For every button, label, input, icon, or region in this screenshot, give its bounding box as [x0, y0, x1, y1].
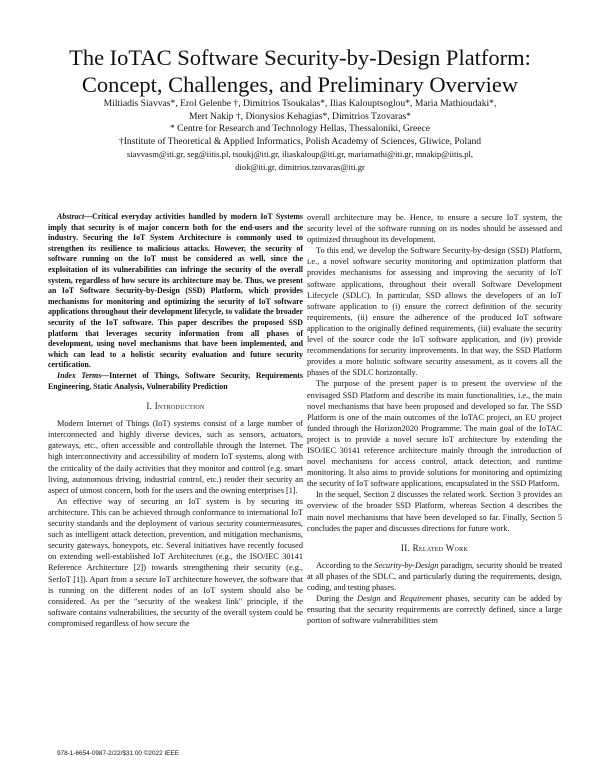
section-heading-introduction: I. Introduction: [146, 401, 205, 412]
affiliation-2: †Institute of Theoretical & Applied Informatics, Polish Academy of Sciences, Gliwice, Poland: [118, 135, 482, 147]
email-list-1: siavvasm@iti.gr, seg@iitis.pl, tsoukj@iti.gr, iliaskaloup@iti.gr, mariamathi@iti.gr, mnakip@iitis.pl,: [126, 149, 474, 160]
author-block: [40, 98, 560, 174]
intro-paragraph-1: Modern Internet of Things (IoT) systems consist of a large number of interconnected and highly diverse devices, such as sensors, actuators, gateways, etc., often accessible and controllable through the Internet. The high interconnectivity and accessibility of modern IoT systems, along with the criticality of the daily activities that they monitor and control (e.g. smart living, autonomous driving, industrial control, etc.) render their security an aspect of utmost concern, both for the users and the owning enterprises [1].: [48, 419, 303, 495]
index-terms: [48, 371, 303, 392]
section-heading-related-work: II. Related Work: [400, 542, 469, 553]
rw2-emphasis-requirement: Requirement: [399, 594, 442, 604]
intro-paragraph-4: To this end, we develop the Software Security-by-design (SSD) Platform, i.e., a novel software security monitoring and optimization platform that provides mechanisms for assessing and improving the security of IoT software applications, throughout their overall Software Development Lifecycle (SDLC). In particular, SSD allows the developers of an IoT software application to (i) ensure the correct definition of the security requirements, (ii) ensure the adherence of the produced IoT software application to the originally defined requirements, (iii) evaluate the security level of the source code the IoT software application, and (iv) provide recommendations for security improvements. In that way, the SSD Platform provides a more holistic software security assessment, as it covers all the phases of the SDLC horizontally.: [307, 246, 562, 378]
related-work-paragraph-2: [307, 593, 562, 626]
rw-text-b: paradigm, security should be treated at all phases of the SDLC, and particularly during the requirements, design, coding, and testing phases.: [307, 560, 562, 592]
title-line-2: Concept, Challenges, and Preliminary Overview: [81, 72, 519, 97]
intro-paragraph-3: overall architecture may be. Hence, to ensure a secure IoT system, the security level of the software running on its nodes should be assessed and optimized throughout its development.: [307, 213, 562, 245]
index-terms-label: Index Terms—: [57, 370, 110, 380]
abstract-label: Abstract—: [57, 212, 93, 221]
intro-paragraph-2: An effective way of securing an IoT system is by securing its architecture. This can be achieved through conformance to international IoT security standards and the deployment of various security countermeasures, such as intelligent attack detection, prevention, and mitigation mechanisms, security gateways, honeypots, etc. Several initiatives have recently focused on extending well-established IoT Architectures (e.g., the ISO/IEC 30141 Reference Architecture [2]) towards strengthening their security (e.g., SerIoT [1]). Apart from a secure IoT architecture however, the software that is running on the different nodes of an IoT system should also be considered. As per the "security of the weakest link" principle, if the software contains vulnerabilities, the security of the overall system could be compromised regardless of how secure the: [48, 496, 303, 628]
copyright-footer: 978-1-6654-0987-2/22/$31.00 ©2022 IEEE: [57, 750, 179, 757]
author-list-1: Miltiadis Siavvas*, Erol Gelenbe †, Dimitrios Tsoukalas*, Ilias Kalouptsoglou*, Maria Mathioudaki*,: [103, 98, 497, 109]
rw-emphasis-security-by-design: Security-by-Design: [374, 560, 439, 570]
title-line-1: The IoTAC Software Security-by-Design Platform:: [69, 45, 531, 70]
rw2-emphasis-design: Design: [357, 594, 381, 604]
abstract: [48, 212, 303, 371]
abstract-text: Critical everyday activities handled by modern IoT Systems imply that security is of major concern both for the end-users and the industry. Securing the IoT System Architecture is commonly used to strengthen its resilience to malicious attacks. However, the security of software running on the IoT must be considered as well, since the exploitation of its vulnerabilities can infringe the security of the overall system, regardless of how secure its architecture may be. Thus, we present an IoT Software Security-by-Design (SSD) Platform, which provides mechanisms for monitoring and optimizing the security of IoT software applications throughout their development lifecycle, to validate the broader security of the IoT software. This paper describes the proposed SSD platform that leverages security information from all phases of development, using novel mechanisms that have been implemented, and which can lead to a holistic security evaluation and future security certification.: [48, 212, 303, 370]
right-column: [307, 212, 562, 626]
affiliation-1: * Centre for Research and Technology Hellas, Thessaloniki, Greece: [169, 123, 431, 135]
email-list-2: diok@iti.gr, dimitrios.tzovaras@iti.gr: [235, 161, 365, 172]
intro-paragraph-6: In the sequel, Section 2 discusses the related work. Section 3 provides an overview of the broader SSD Platform, whereas Section 4 describes the main novel mechanisms that have been developed so far. Finally, Section 5 concludes the paper and discusses directions for future work.: [307, 490, 562, 533]
intro-paragraph-5: The purpose of the present paper is to present the overview of the envisaged SSD Platform and describe its main functionalities, i.e., the main novel mechanisms that have been proposed and developed so far. The SSD Platform is one of the main outcomes of the IoTAC project, an EU project funded through the Horizon2020 Programme. The main goal of the IoTAC project is to provide a novel secure IoT architecture by extending the ISO/IEC 30141 reference architecture mainly through the introduction of novel mechanisms for access control, attack detection, and runtime monitoring. It also aims to provide solutions for monitoring and optimizing the security of IoT software applications, encapsulated in the SSD Platform.: [307, 379, 562, 489]
rw2-text-c: phases, security can be added by ensuring that the security requirements are correctly defined, since a large portion of software vulnerabilities stem: [307, 594, 562, 626]
author-list-2: Mert Nakip †, Dionysios Kehagias*, Dimitrios Tzovaras*: [188, 110, 412, 122]
index-terms-text: Internet of Things, Software Security, Requirements Engineering, Static Analysis, Vulnerability Prediction: [48, 370, 304, 391]
related-work-paragraph-1: [307, 560, 562, 593]
rw2-text-a: During the: [316, 594, 358, 604]
rw2-text-b: and: [380, 594, 400, 604]
paper-title: [30, 44, 570, 98]
rw-text-a: According to the: [316, 560, 375, 570]
left-column: [48, 212, 303, 629]
